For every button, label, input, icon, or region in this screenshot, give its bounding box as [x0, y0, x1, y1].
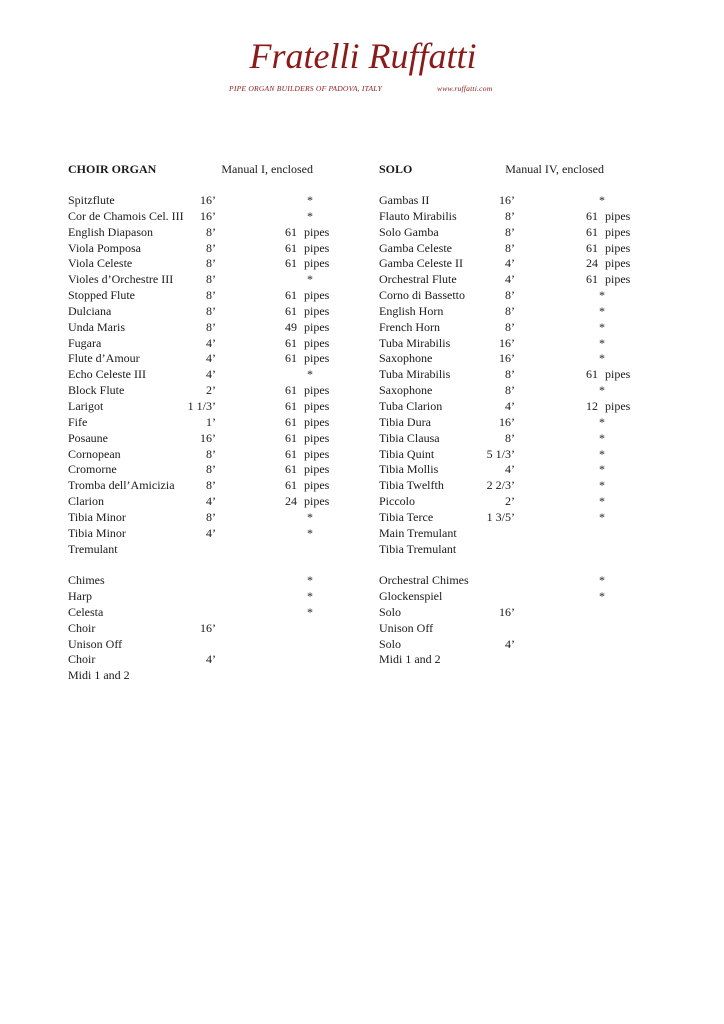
stop-unit: pipes — [304, 478, 330, 493]
stop-name: Unison Off — [68, 636, 123, 651]
stop-row — [68, 478, 330, 494]
stop-unit: pipes — [304, 240, 330, 255]
stop-row — [68, 209, 318, 225]
stop-unit: pipes — [304, 494, 330, 509]
spacer — [68, 557, 318, 573]
stop-pipes: 49 — [285, 319, 297, 334]
stop-mark: * — [599, 446, 605, 461]
stop-mark: * — [599, 351, 605, 366]
stop-row — [379, 605, 609, 621]
stop-name: Tibia Minor — [68, 525, 126, 540]
stop-pipes: 24 — [586, 256, 598, 271]
stop-row — [68, 637, 318, 653]
stop-name: Choir — [68, 620, 96, 635]
stop-pipes: 61 — [285, 478, 297, 493]
stop-name: Tuba Mirabilis — [379, 335, 451, 350]
stop-pitch: 1 1/3’ — [187, 398, 216, 413]
stop-name: English Horn — [379, 303, 444, 318]
choir-stop-list — [68, 193, 330, 557]
stop-row — [379, 494, 609, 510]
stop-pipes: 61 — [285, 462, 297, 477]
stop-pipes: 61 — [586, 208, 598, 223]
stop-name: Solo — [379, 604, 402, 619]
stop-pitch: 4’ — [206, 367, 216, 382]
stop-name: Choir — [68, 652, 96, 667]
stop-name: Fugara — [68, 335, 102, 350]
stop-unit: pipes — [605, 208, 631, 223]
stop-mark: * — [599, 494, 605, 509]
stop-mark: * — [599, 414, 605, 429]
stop-name: Tibia Twelfth — [379, 478, 444, 493]
stop-row — [379, 304, 609, 320]
stop-row — [68, 335, 330, 352]
stop-row — [68, 224, 330, 241]
website: www.ruffatti.com — [437, 84, 493, 93]
stop-mark: * — [307, 604, 313, 619]
stop-row — [379, 462, 609, 478]
stop-pitch: 16’ — [499, 351, 515, 366]
stop-row — [68, 383, 330, 399]
stop-name: Corno di Bassetto — [379, 288, 465, 303]
stop-pitch: 8’ — [505, 208, 515, 223]
stop-row — [68, 288, 330, 304]
stop-row — [379, 336, 609, 352]
stop-pitch: 8’ — [206, 462, 216, 477]
stop-row — [68, 240, 330, 257]
stop-pitch: 4’ — [206, 652, 216, 667]
stop-name: Spitzflute — [68, 193, 115, 207]
stop-name: Viola Pomposa — [68, 240, 141, 255]
stop-row — [379, 193, 609, 209]
stop-unit: pipes — [605, 224, 631, 239]
stop-row — [68, 193, 318, 209]
stop-pipes: 61 — [586, 272, 598, 287]
stop-name: Main Tremulant — [379, 525, 457, 540]
stop-name: Tibia Minor — [68, 509, 126, 524]
solo-manual: Manual IV, enclosed — [505, 162, 604, 176]
stop-row — [68, 303, 330, 320]
stop-pitch: 4’ — [505, 398, 515, 413]
stop-name: Celesta — [68, 604, 104, 619]
stop-name: Gamba Celeste — [379, 240, 452, 255]
stop-name: Glockenspiel — [379, 589, 443, 604]
stop-pitch: 8’ — [206, 224, 216, 239]
stop-name: English Diapason — [68, 224, 153, 239]
stop-row — [379, 637, 609, 653]
stop-mark: * — [599, 589, 605, 604]
stop-name: Larigot — [68, 398, 104, 413]
stop-name: Tibia Dura — [379, 414, 431, 429]
stop-pipes: 61 — [285, 430, 297, 445]
choir-manual: Manual I, enclosed — [221, 162, 313, 176]
stop-row — [379, 621, 609, 637]
stop-row — [68, 462, 330, 478]
stop-row — [379, 288, 609, 304]
stop-pitch: 8’ — [505, 240, 515, 255]
stop-name: Fife — [68, 414, 88, 429]
stop-pitch: 8’ — [206, 256, 216, 271]
stop-name: Midi 1 and 2 — [68, 668, 130, 683]
stop-name: Echo Celeste III — [68, 367, 146, 382]
stop-pitch: 4’ — [505, 272, 515, 287]
stop-row — [379, 431, 609, 447]
stop-row — [379, 224, 631, 241]
stop-name: Flute d’Amour — [68, 351, 140, 366]
stop-pitch: 4’ — [206, 494, 216, 509]
stop-row — [68, 494, 330, 510]
stop-mark: * — [599, 478, 605, 493]
stop-pitch: 8’ — [505, 430, 515, 445]
stop-name: Tibia Mollis — [379, 462, 439, 477]
stop-pipes: 61 — [285, 303, 297, 318]
stop-unit: pipes — [304, 398, 330, 413]
stop-name: Cor de Chamois Cel. III — [68, 208, 184, 223]
stop-unit: pipes — [605, 240, 631, 255]
stop-row — [68, 605, 318, 621]
stop-name: French Horn — [379, 319, 440, 334]
stop-mark: * — [599, 303, 605, 318]
stop-mark: * — [599, 288, 605, 303]
solo-stop-list — [379, 193, 631, 557]
stop-unit: pipes — [304, 462, 330, 477]
stop-row — [379, 320, 609, 336]
stop-name: Saxophone — [379, 383, 433, 398]
stop-pitch: 1 3/5’ — [486, 509, 515, 524]
stop-row — [68, 589, 318, 605]
stop-pitch: 16’ — [200, 193, 216, 207]
stop-name: Cromorne — [68, 462, 117, 477]
stop-name: Gambas II — [379, 193, 430, 207]
solo-title: SOLO — [379, 162, 413, 176]
solo-extra-list — [379, 573, 609, 668]
stop-name: Violes d’Orchestre III — [68, 272, 174, 287]
stop-unit: pipes — [605, 367, 631, 382]
stop-unit: pipes — [304, 351, 330, 366]
stop-row — [379, 398, 631, 415]
stop-pipes: 61 — [285, 414, 297, 429]
stop-pitch: 2 2/3’ — [486, 478, 515, 493]
stop-row — [379, 447, 609, 463]
stop-row — [68, 668, 318, 684]
stop-row — [379, 652, 609, 668]
stop-pitch: 16’ — [499, 193, 515, 207]
stop-name: Midi 1 and 2 — [379, 652, 441, 667]
stop-name: Orchestral Flute — [379, 272, 457, 287]
stop-name: Orchestral Chimes — [379, 573, 469, 588]
stop-name: Gamba Celeste II — [379, 256, 463, 271]
stop-unit: pipes — [605, 398, 631, 413]
letterhead — [0, 0, 724, 100]
stop-pipes: 61 — [586, 240, 598, 255]
stop-name: Tremulant — [68, 541, 118, 556]
stop-pitch: 1’ — [206, 414, 216, 429]
stop-pitch: 8’ — [505, 383, 515, 398]
tagline: PIPE ORGAN BUILDERS OF PADOVA, ITALY — [229, 84, 382, 93]
stop-name: Clarion — [68, 494, 104, 509]
stop-unit: pipes — [304, 224, 330, 239]
stop-pitch: 8’ — [206, 446, 216, 461]
stop-name: Cornopean — [68, 446, 121, 461]
stop-name: Tibia Clausa — [379, 430, 440, 445]
stop-mark: * — [599, 383, 605, 398]
stop-pitch: 16’ — [499, 335, 515, 350]
stop-name: Harp — [68, 589, 92, 604]
stop-row — [379, 510, 609, 526]
stop-name: Tibia Quint — [379, 446, 435, 461]
stop-row — [379, 542, 609, 558]
stop-mark: * — [307, 525, 313, 540]
stop-name: Flauto Mirabilis — [379, 208, 457, 223]
stop-name: Chimes — [68, 573, 105, 588]
stop-row — [68, 510, 318, 526]
stop-name: Stopped Flute — [68, 288, 136, 303]
stop-mark: * — [307, 573, 313, 588]
stop-pipes: 24 — [285, 494, 297, 509]
stop-mark: * — [307, 272, 313, 287]
stop-pipes: 61 — [285, 335, 297, 350]
stop-pitch: 8’ — [206, 288, 216, 303]
stop-name: Tibia Tremulant — [379, 541, 457, 556]
stop-name: Viola Celeste — [68, 256, 133, 271]
stop-row — [379, 573, 609, 589]
stop-name: Dulciana — [68, 303, 112, 318]
stop-pitch: 8’ — [505, 288, 515, 303]
stop-mark: * — [307, 367, 313, 382]
stop-row — [379, 272, 631, 288]
stop-unit: pipes — [304, 383, 330, 398]
stop-pitch: 5 1/3’ — [486, 446, 515, 461]
stop-mark: * — [599, 319, 605, 334]
brand-logo-text: Fratelli Ruffatti — [249, 36, 477, 76]
stop-pitch: 4’ — [206, 335, 216, 350]
choir-column — [68, 162, 330, 684]
stop-unit: pipes — [304, 303, 330, 318]
stop-pitch: 8’ — [206, 319, 216, 334]
stop-row — [379, 415, 609, 431]
stop-pitch: 8’ — [505, 303, 515, 318]
stop-pitch: 16’ — [200, 430, 216, 445]
stop-pipes: 61 — [285, 398, 297, 413]
stop-row — [68, 446, 330, 463]
stop-name: Solo Gamba — [379, 224, 439, 239]
stop-pipes: 61 — [285, 256, 297, 271]
choir-header — [68, 162, 318, 176]
ruffatti-logo — [218, 30, 508, 88]
stop-unit: pipes — [304, 446, 330, 461]
stop-row — [68, 526, 318, 542]
stop-row — [68, 542, 318, 558]
stop-row — [379, 383, 609, 399]
stop-row — [68, 256, 330, 272]
stop-name: Tuba Clarion — [379, 398, 443, 413]
stop-pipes: 12 — [586, 398, 598, 413]
stop-mark: * — [599, 335, 605, 350]
stop-name: Tromba dell’Amicizia — [68, 478, 175, 493]
stop-pitch: 16’ — [499, 604, 515, 619]
stop-name: Solo — [379, 636, 402, 651]
stop-name: Saxophone — [379, 351, 433, 366]
stop-pitch: 2’ — [505, 494, 515, 509]
stop-pitch: 4’ — [206, 351, 216, 366]
stop-name: Tibia Terce — [379, 509, 434, 524]
stop-row — [68, 652, 318, 668]
stop-mark: * — [599, 193, 605, 207]
stop-row — [379, 367, 631, 383]
stop-mark: * — [307, 208, 313, 223]
stop-row — [379, 256, 631, 272]
stop-pipes: 61 — [586, 224, 598, 239]
stop-unit: pipes — [605, 272, 631, 287]
stop-name: Tuba Mirabilis — [379, 367, 451, 382]
stop-pitch: 4’ — [206, 525, 216, 540]
stop-mark: * — [307, 589, 313, 604]
stop-pipes: 61 — [285, 351, 297, 366]
stop-pipes: 61 — [285, 383, 297, 398]
stop-mark: * — [599, 509, 605, 524]
spacer — [379, 557, 609, 573]
choir-title: CHOIR ORGAN — [68, 162, 157, 176]
stop-pitch: 8’ — [206, 509, 216, 524]
stop-mark: * — [307, 193, 313, 207]
solo-header — [379, 162, 609, 176]
stop-name: Unison Off — [379, 620, 434, 635]
stop-row — [68, 573, 318, 589]
stop-pipes: 61 — [586, 367, 598, 382]
stop-row — [68, 398, 330, 415]
stop-row — [379, 208, 631, 225]
choir-extra-list — [68, 573, 318, 684]
stop-row — [68, 272, 318, 288]
stop-mark: * — [307, 509, 313, 524]
stop-row — [379, 478, 609, 494]
stop-pipes: 61 — [285, 240, 297, 255]
stop-row — [379, 351, 609, 367]
stop-name: Piccolo — [379, 494, 415, 509]
stop-pitch: 16’ — [200, 208, 216, 223]
stop-row — [68, 367, 318, 383]
stop-pipes: 61 — [285, 288, 297, 303]
stop-mark: * — [599, 430, 605, 445]
stop-pitch: 8’ — [505, 367, 515, 382]
stop-name: Unda Maris — [68, 319, 125, 334]
stop-unit: pipes — [304, 256, 330, 271]
stop-mark: * — [599, 573, 605, 588]
stop-row — [68, 319, 330, 336]
stop-pitch: 16’ — [499, 414, 515, 429]
stop-name: Block Flute — [68, 383, 125, 398]
stop-pipes: 61 — [285, 224, 297, 239]
stop-unit: pipes — [304, 335, 330, 350]
stop-row — [379, 589, 609, 605]
stop-row — [379, 526, 609, 542]
stop-row — [379, 240, 631, 257]
stop-pitch: 8’ — [206, 240, 216, 255]
stop-pitch: 8’ — [505, 224, 515, 239]
stop-name: Posaune — [68, 430, 108, 445]
stop-row — [68, 414, 330, 431]
stop-pitch: 2’ — [206, 383, 216, 398]
stop-pitch: 8’ — [206, 478, 216, 493]
stop-pipes: 61 — [285, 446, 297, 461]
solo-column — [379, 162, 631, 668]
stop-pitch: 8’ — [206, 303, 216, 318]
stop-mark: * — [599, 462, 605, 477]
stop-unit: pipes — [304, 430, 330, 445]
stop-pitch: 16’ — [200, 620, 216, 635]
stop-pitch: 8’ — [206, 272, 216, 287]
stop-row — [68, 430, 330, 447]
stop-unit: pipes — [304, 414, 330, 429]
stop-row — [68, 351, 330, 367]
stop-pitch: 4’ — [505, 256, 515, 271]
stop-unit: pipes — [304, 288, 330, 303]
stop-unit: pipes — [605, 256, 631, 271]
stop-pitch: 8’ — [505, 319, 515, 334]
stop-pitch: 4’ — [505, 462, 515, 477]
stop-pitch: 4’ — [505, 636, 515, 651]
stop-row — [68, 621, 318, 637]
stop-unit: pipes — [304, 319, 330, 334]
